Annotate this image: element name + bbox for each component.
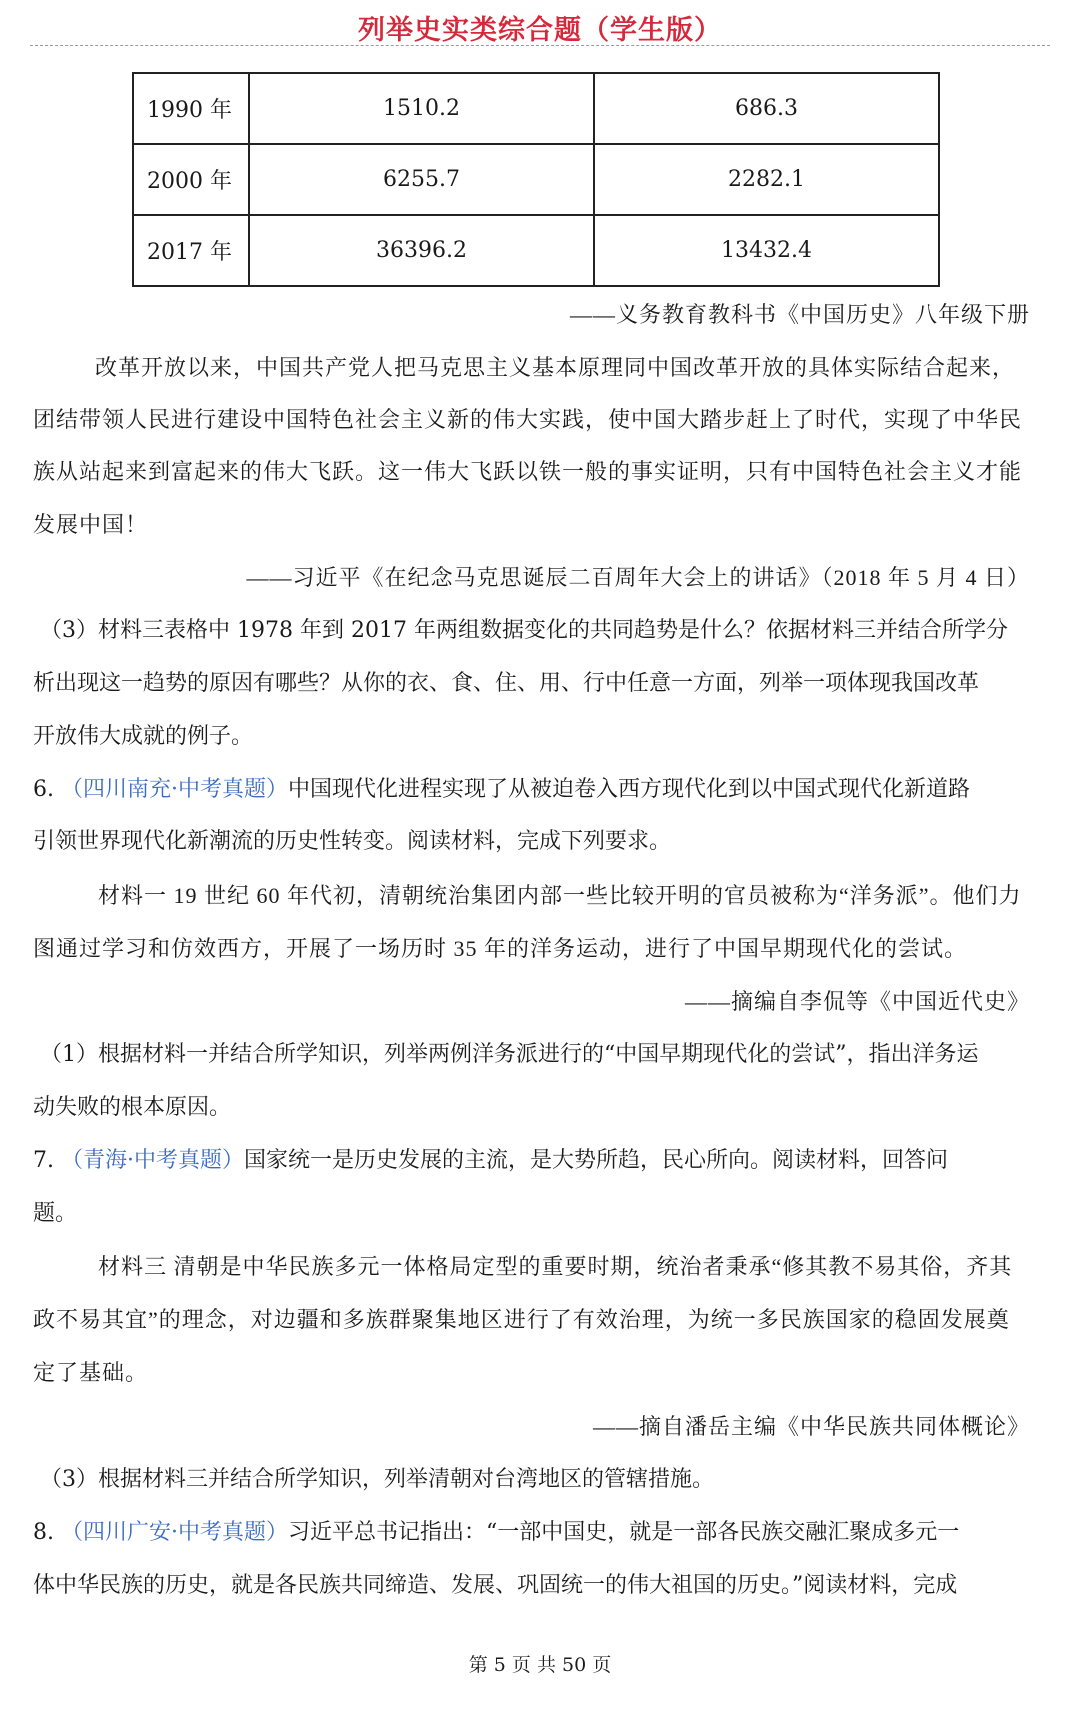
passage-line: 改革开放以来，中国共产党人把马克思主义基本原理同中国改革开放的具体实际结合起来， [95,355,1016,380]
question-6-line-1 [33,775,1043,805]
table-row [133,73,939,144]
question-line: 动失败的根本原因。 [33,1095,232,1120]
question-source: （四川广安·中考真题） [61,1520,288,1545]
table-cell: 6255.7 [249,144,594,215]
question-number: 8. [33,1520,54,1545]
passage-line: 族从站起来到富起来的伟大飞跃。这一伟大飞跃以铁一般的事实证明，只有中国特色社会主义才能 [33,459,1023,484]
material-line: 图通过学习和仿效西方，开展了一场历时 35 年的洋务运动，进行了中国早期现代化的尝试。 [33,936,968,961]
question-source: （青海·中考真题） [61,1148,244,1173]
table-cell: 686.3 [594,73,939,144]
question-text: 中国现代化进程实现了从被迫卷入西方现代化到以中国式现代化新道路 [288,777,971,802]
table-row [133,144,939,215]
passage-line: 团结带领人民进行建设中国特色社会主义新的伟大实践，使中国大踏步赶上了时代，实现了中华民 [33,407,1023,432]
table-cell: 13432.4 [594,215,939,286]
citation-nation-theory: ——摘自潘岳主编《中华民族共同体概论》 [592,1414,1030,1439]
question-text: 习近平总书记指出：“一部中国史，就是一部各民族交融汇聚成多元一 [288,1520,960,1545]
table-cell: 1510.2 [249,73,594,144]
material-line: 政不易其宜”的理念，对边疆和多族群聚集地区进行了有效治理，为统一多民族国家的稳固发展奠 [33,1307,1010,1332]
citation-modern-history: ——摘编自李侃等《中国近代史》 [684,989,1030,1014]
citation-textbook: ——义务教育教科书《中国历史》八年级下册 [569,302,1030,327]
question-7-line-2: 题。 [33,1201,78,1226]
question-line: （3）根据材料三并结合所学知识，列举清朝对台湾地区的管辖措施。 [40,1467,714,1492]
data-table [132,72,940,287]
question-line: 析出现这一趋势的原因有哪些？从你的衣、食、住、用、行中任意一方面，列举一项体现我国改革 [33,671,980,696]
citation-speech: ——习近平《在纪念马克思诞辰二百周年大会上的讲话》（2018 年 5 月 4 日） [246,565,1030,590]
material-line: 材料三 清朝是中华民族多元一体格局定型的重要时期，统治者秉承“修其教不易其俗，齐其 [98,1254,1013,1279]
material-line: 定了基础。 [33,1360,149,1385]
table-cell-year: 2000 年 [133,144,249,215]
question-source: （四川南充·中考真题） [61,777,288,802]
question-line: （1）根据材料一并结合所学知识，列举两例洋务派进行的“中国早期现代化的尝试”，指出洋务运 [40,1042,979,1067]
question-8-line-1 [33,1518,1043,1548]
question-number: 7. [33,1148,54,1173]
question-text: 国家统一是历史发展的主流，是大势所趋，民心所向。阅读材料，回答问 [244,1148,949,1173]
table-cell: 2282.1 [594,144,939,215]
table-cell: 36396.2 [249,215,594,286]
passage-line: 发展中国！ [33,512,149,537]
page-number: 第 5 页 共 50 页 [468,1654,612,1676]
table-cell-year: 2017 年 [133,215,249,286]
table-row [133,215,939,286]
question-7-line-1 [33,1146,1043,1176]
document-title: 列举史实类综合题（学生版） [358,15,722,46]
question-8-line-2: 体中华民族的历史，就是各民族共同缔造、发展、巩固统一的伟大祖国的历史。”阅读材料，完成 [33,1573,958,1598]
question-number: 6. [33,777,54,802]
question-6-line-2: 引领世界现代化新潮流的历史性转变。阅读材料，完成下列要求。 [33,829,672,854]
question-line: （3）材料三表格中 1978 年到 2017 年两组数据变化的共同趋势是什么？依据材料三并结合所学分 [40,618,1008,643]
table-cell-year: 1990 年 [133,73,249,144]
material-line: 材料一 19 世纪 60 年代初，清朝统治集团内部一些比较开明的官员被称为“洋务派”。他们力 [98,883,1022,908]
header-divider [30,45,1050,46]
question-line: 开放伟大成就的例子。 [33,724,254,749]
